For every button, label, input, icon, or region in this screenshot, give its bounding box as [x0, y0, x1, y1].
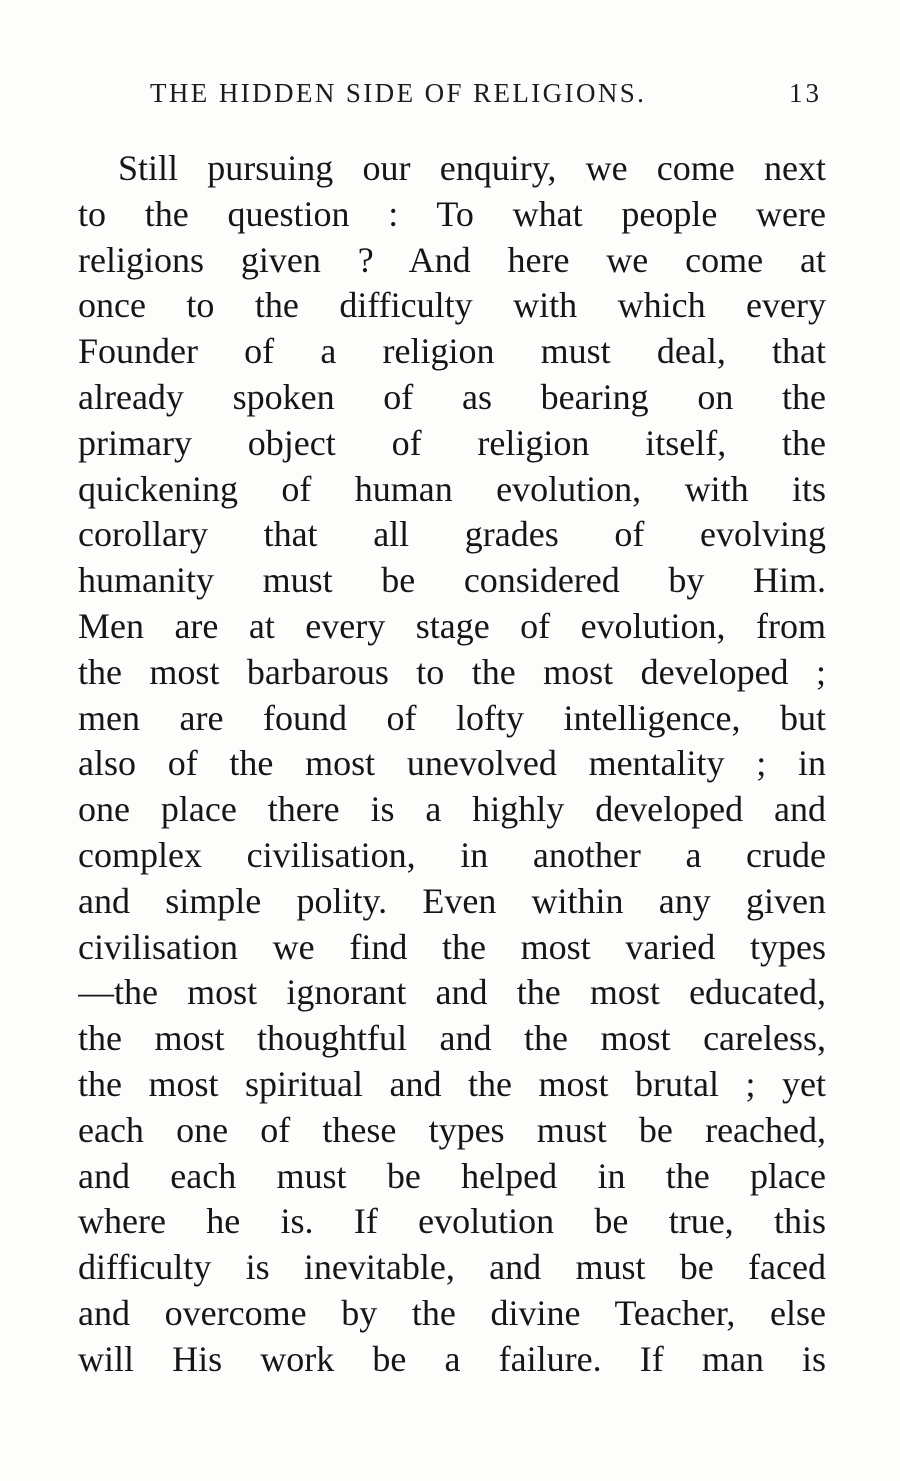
running-head [150, 78, 822, 118]
text-line: difficulty is inevitable, and must be faced [78, 1247, 826, 1288]
body-text [78, 146, 826, 1383]
text-line: Founder of a religion must deal, that [78, 331, 826, 372]
text-line: will His work be a failure. If man is [78, 1338, 826, 1379]
page-number: 13 [789, 78, 822, 108]
text-line: to the question : To what people were [78, 193, 826, 234]
text-line: and overcome by the divine Teacher, else [78, 1292, 826, 1333]
text-line: and each must be helped in the place [78, 1155, 826, 1196]
text-line: each one of these types must be reached, [78, 1109, 826, 1150]
text-line: the most barbarous to the most developed ; [78, 651, 826, 692]
text-line: once to the difficulty with which every [78, 285, 826, 326]
text-line: civilisation we find the most varied types [78, 926, 826, 967]
text-line: where he is. If evolution be true, this [78, 1201, 826, 1242]
text-line: the most spiritual and the most brutal ; yet [78, 1063, 826, 1104]
running-head-title: THE HIDDEN SIDE OF RELIGIONS. [150, 78, 647, 108]
text-line: complex civilisation, in another a crude [78, 834, 826, 875]
text-line: primary object of religion itself, the [78, 422, 826, 463]
text-line: corollary that all grades of evolving [78, 514, 826, 555]
text-line: one place there is a highly developed and [78, 789, 826, 830]
text-line: humanity must be considered by Him. [78, 560, 826, 601]
text-line: Men are at every stage of evolution, from [78, 605, 826, 646]
text-line: already spoken of as bearing on the [78, 376, 826, 417]
text-line: —the most ignorant and the most educated, [78, 972, 826, 1013]
text-line: men are found of lofty intelligence, but [78, 697, 826, 738]
text-line: and simple polity. Even within any given [78, 880, 826, 921]
text-line: quickening of human evolution, with its [78, 468, 826, 509]
text-line: the most thoughtful and the most careless, [78, 1018, 826, 1059]
text-line: also of the most unevolved mentality ; in [78, 743, 826, 784]
text-line: religions given ? And here we come at [78, 239, 826, 280]
text-line: Still pursuing our enquiry, we come next [118, 148, 826, 188]
